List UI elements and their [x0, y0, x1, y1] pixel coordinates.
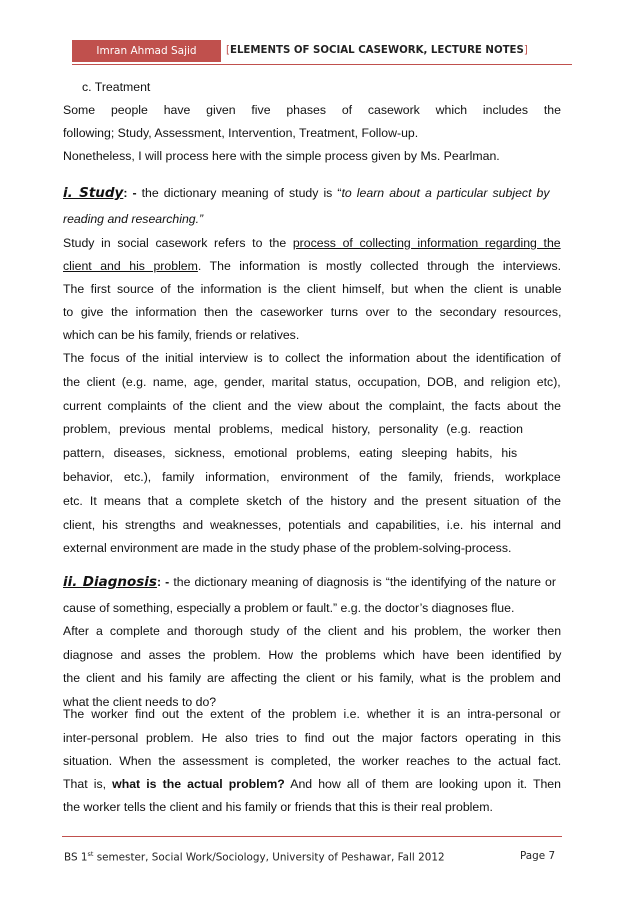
- study-paragraph-2-line-4: problem, previous mental problems, medical history, personality (e.g. reaction: [63, 422, 523, 437]
- diagnosis-paragraph-2-line-5: the worker tells the client and his family or friends that this is their real problem.: [63, 800, 493, 814]
- diagnosis-paragraph-1-line-1: After a complete and thorough study of the client and his problem, the worker then: [63, 624, 562, 638]
- intro-word: phases: [286, 103, 326, 117]
- header-title: [226, 40, 528, 62]
- footer-bs: BS 1: [64, 851, 88, 864]
- diagnosis-paragraph-1-line-4: what the client needs to do?: [63, 694, 217, 709]
- list-item-treatment: c. Treatment: [82, 80, 151, 94]
- diagnosis-p2-bold: what is the actual problem?: [112, 777, 285, 791]
- diagnosis-heading: ii. Diagnosis: [63, 574, 157, 590]
- diagnosis-definition-line-1: [63, 574, 561, 590]
- study-paragraph-2-line-1: The focus of the initial interview is to collect the information about the identification of: [63, 351, 561, 365]
- study-paragraph-1-line-5: which can be his family, friends or relatives.: [63, 328, 300, 342]
- diagnosis-definition-1: the dictionary meaning of diagnosis is “the identifying of the nature or: [173, 575, 556, 589]
- study-paragraph-2-line-3: current complaints of the client and the view about the complaint, the facts about the: [63, 398, 561, 413]
- intro-word: includes: [482, 103, 529, 117]
- study-paragraph-1-line-4: to give the information then the caseworker turns over to the secondary resources,: [63, 305, 562, 319]
- footer-divider: [62, 836, 562, 837]
- intro-paragraph-2: Nonetheless, I will process here with the simple process given by Ms. Pearlman.: [63, 149, 500, 163]
- intro-word: of: [341, 103, 353, 117]
- study-paragraph-2-line-5: pattern, diseases, sickness, emotional problems, eating sleeping habits, his: [63, 446, 518, 461]
- diagnosis-p2-text-b: And how all of them are looking upon it. Then: [284, 777, 561, 791]
- study-definition-line-2: reading and researching.”: [63, 212, 204, 226]
- header-bracket-open: [: [226, 45, 230, 56]
- study-p1-underlined-b: client and his problem: [63, 259, 198, 273]
- diagnosis-p2-text-a: That is,: [63, 777, 113, 791]
- intro-word: people: [110, 103, 148, 117]
- diagnosis-separator: : -: [156, 575, 174, 589]
- diagnosis-paragraph-2-line-3: situation. When the assessment is completed, the worker reaches to the actual fact.: [63, 754, 562, 768]
- footer-rest: semester, Social Work/Sociology, University of Peshawar, Fall 2012: [93, 851, 445, 864]
- study-paragraph-2-line-9: external environment are made in the study phase of the problem-solving-process.: [63, 541, 512, 556]
- study-paragraph-2-line-7: etc. It means that a complete sketch of the history and the present situation of the: [63, 493, 561, 508]
- diagnosis-paragraph-1-line-2: diagnose and asses the problem. How the problems which have been identified by: [63, 647, 562, 662]
- study-paragraph-1-line-1: [63, 236, 561, 250]
- study-paragraph-2-line-2: the client (e.g. name, age, gender, marital status, occupation, DOB, and religion etc),: [63, 374, 561, 389]
- study-definition-prefix: the dictionary meaning of study is “: [141, 186, 342, 200]
- intro-word: casework: [367, 103, 420, 117]
- study-definition-line-1: [63, 185, 561, 201]
- study-heading: i. Study: [63, 185, 124, 201]
- study-paragraph-2-line-6: behavior, etc.), family information, environment of the family, friends, workplace: [63, 470, 561, 484]
- study-paragraph-1-line-3: The first source of the information is the client himself, but when the client is unable: [63, 282, 562, 296]
- intro-word: have: [163, 103, 191, 117]
- study-definition-italic-1: to learn about a particular subject by: [341, 186, 550, 200]
- diagnosis-paragraph-2-line-1: The worker find out the extent of the problem i.e. whether it is an intra-personal or: [63, 707, 561, 721]
- intro-paragraph-line-2: following; Study, Assessment, Intervention, Treatment, Follow-up.: [63, 126, 419, 140]
- footer-course-info: [64, 850, 445, 863]
- study-paragraph-2-line-8: client, his strengths and weaknesses, potentials and capabilities, i.e. his internal and: [63, 517, 561, 532]
- footer-sup: st: [87, 850, 94, 858]
- study-p1-text: Study in social casework refers to the: [63, 236, 293, 250]
- study-p1-underlined-a: process of collecting information regarding the: [292, 236, 561, 250]
- intro-word: Some: [63, 103, 96, 117]
- header-bracket-close: ]: [523, 45, 528, 56]
- diagnosis-paragraph-2-line-2: inter-personal problem. He also tries to find out the major factors operating in this: [63, 730, 561, 745]
- study-paragraph-1-line-2: [63, 259, 561, 273]
- diagnosis-definition-line-2: cause of something, especially a problem or fault.” e.g. the doctor’s diagnoses flue.: [63, 601, 515, 615]
- study-separator: : -: [123, 186, 142, 200]
- intro-word: five: [251, 103, 271, 117]
- intro-word: which: [435, 103, 468, 117]
- header-author-badge: Imran Ahmad Sajid: [72, 40, 221, 62]
- footer-page-number: Page 7: [520, 850, 556, 862]
- header-divider: [72, 64, 572, 65]
- intro-word: given: [206, 103, 236, 117]
- header-title-text: ELEMENTS OF SOCIAL CASEWORK, LECTURE NOTES: [229, 45, 524, 56]
- study-p1-text-b: . The information is mostly collected through the interviews.: [197, 259, 562, 273]
- intro-paragraph-line-1: [63, 103, 561, 117]
- intro-word: the: [543, 103, 561, 117]
- diagnosis-paragraph-2-line-4: [63, 777, 561, 791]
- diagnosis-paragraph-1-line-3: the client and his family are affecting the client or his family, what is the problem and: [63, 671, 561, 685]
